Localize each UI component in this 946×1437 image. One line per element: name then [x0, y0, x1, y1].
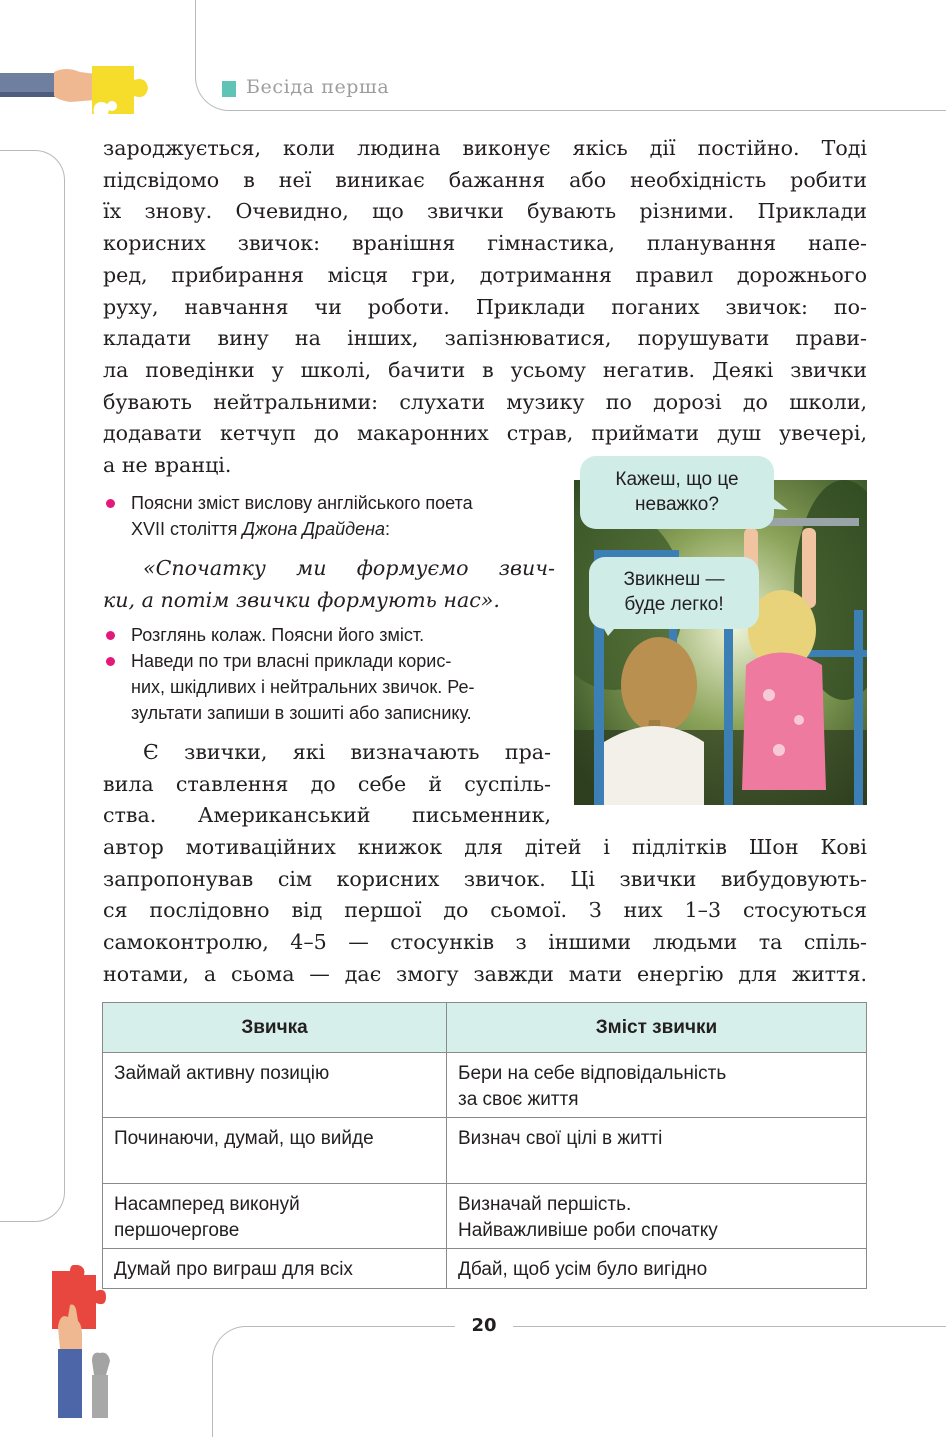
habits-table [102, 1002, 867, 1289]
text-line: ся послідовно від першої до сьомої. З них 1–3 стосуються [103, 898, 867, 923]
table-header-row [103, 1003, 867, 1053]
text-line: Є звички, які визначають пра- [143, 740, 551, 764]
habit-cell: Насамперед виконуй першочергове [103, 1184, 447, 1249]
bullet-icon [106, 631, 115, 640]
task-text: Поясни зміст вислову англійського поета [131, 493, 473, 513]
text-line: нотами, а сьома — дає змогу завжди мати енергію для життя. [103, 961, 867, 986]
task-item [103, 622, 555, 648]
task-text: XVII століття Джона Драйдена: [131, 519, 391, 539]
text-line: кладати вину на інших, запізнюватися, порушувати прави- [103, 326, 867, 351]
text-line: ред, прибирання місця гри, дотримання правил дорожнього [103, 262, 867, 287]
task-item [103, 490, 555, 542]
text-line: їх знову. Очевидно, що звички бувають різними. Приклади [103, 199, 867, 224]
habit-cell: Займай активну позицію [103, 1053, 447, 1118]
content-cell: Визначай першість. Найважливіше роби спочатку [447, 1184, 867, 1249]
column-header-habit: Звичка [103, 1003, 447, 1053]
page-number: 20 [471, 1315, 497, 1336]
quote-line: ки, а потім звички формують нас». [103, 588, 500, 612]
text-line: а не вранці. [103, 453, 232, 478]
text-line: вила ставлення до себе й суспіль- [103, 771, 551, 796]
section-marker [222, 81, 236, 97]
text-line: ла поведінки у школі, бачити в усьому негатив. Деякі звички [103, 357, 867, 382]
task-text: Розглянь колаж. Поясни його зміст. [131, 625, 425, 645]
table-row [103, 1053, 867, 1118]
task-text: зультати запиши в зошиті або записнику. [131, 703, 472, 723]
text-line: корисних звичок: вранішня гімнастика, планування напе- [103, 231, 867, 256]
speech-bubble-answer: Звикнеш — буде легко! [589, 557, 759, 629]
text-line: запропонував сім корисних звичок. Ці звички вибудовують- [103, 866, 867, 891]
author-name: Джона Драйдена [242, 519, 385, 539]
paragraph-covey-intro [103, 737, 551, 832]
section-title: Бесіда перша [246, 76, 390, 98]
text-line: зароджується, коли людина виконує якісь дії постійно. Тоді [103, 136, 867, 160]
content-cell: Визнач свої цілі в житті [447, 1118, 867, 1184]
task-item [103, 648, 555, 726]
paragraph-habits-intro [103, 133, 867, 482]
table-row [103, 1249, 867, 1289]
text-line: автор мотиваційних книжок для дітей і підлітків Шон Кові [103, 835, 867, 859]
bubble-tail [600, 622, 624, 636]
habit-cell: Думай про виграш для всіх [103, 1249, 447, 1289]
content-cell: Бери на себе відповідальність за своє життя [447, 1053, 867, 1118]
habit-cell: Починаючи, думай, що вийде [103, 1118, 447, 1184]
task-text: них, шкідливих і нейтральних звичок. Ре- [131, 677, 475, 697]
footer-frame [212, 1326, 946, 1437]
hand-puzzle-illustration [0, 62, 160, 118]
page-number-box [455, 1313, 513, 1339]
text-line: додавати кетчуп до макаронних страв, приймати душ увечері, [103, 421, 867, 446]
bullet-icon [106, 499, 115, 508]
task-list [103, 490, 555, 726]
text-line: підсвідомо в неї виникає бажання або необхідність робити [103, 167, 867, 192]
text-line: бувають нейтральними: слухати музику по дорозі до школи, [103, 389, 867, 414]
paragraph-covey-habits [103, 832, 867, 991]
bullet-icon [106, 657, 115, 666]
bubble-tail [760, 488, 790, 514]
table-row [103, 1118, 867, 1184]
hands-puzzle-illustration [48, 1265, 118, 1418]
text-line: руху, навчання чи роботи. Приклади поганих звичок: по- [103, 294, 867, 319]
text-line: самоконтролю, 4–5 — стосунків з іншими людьми та спіль- [103, 930, 867, 955]
task-text: Наведи по три власні приклади корис- [131, 651, 452, 671]
content-cell: Дбай, щоб усім було вигідно [447, 1249, 867, 1289]
left-margin-frame [0, 150, 65, 1222]
speech-bubble-question: Кажеш, що це неважко? [580, 456, 774, 529]
quote-line: «Спочатку ми формуємо звич- [143, 556, 555, 580]
dryden-quote [103, 552, 555, 616]
text-line: ства. Американський письменник, [103, 803, 551, 828]
table-row [103, 1184, 867, 1249]
column-header-content: Зміст звички [447, 1003, 867, 1053]
